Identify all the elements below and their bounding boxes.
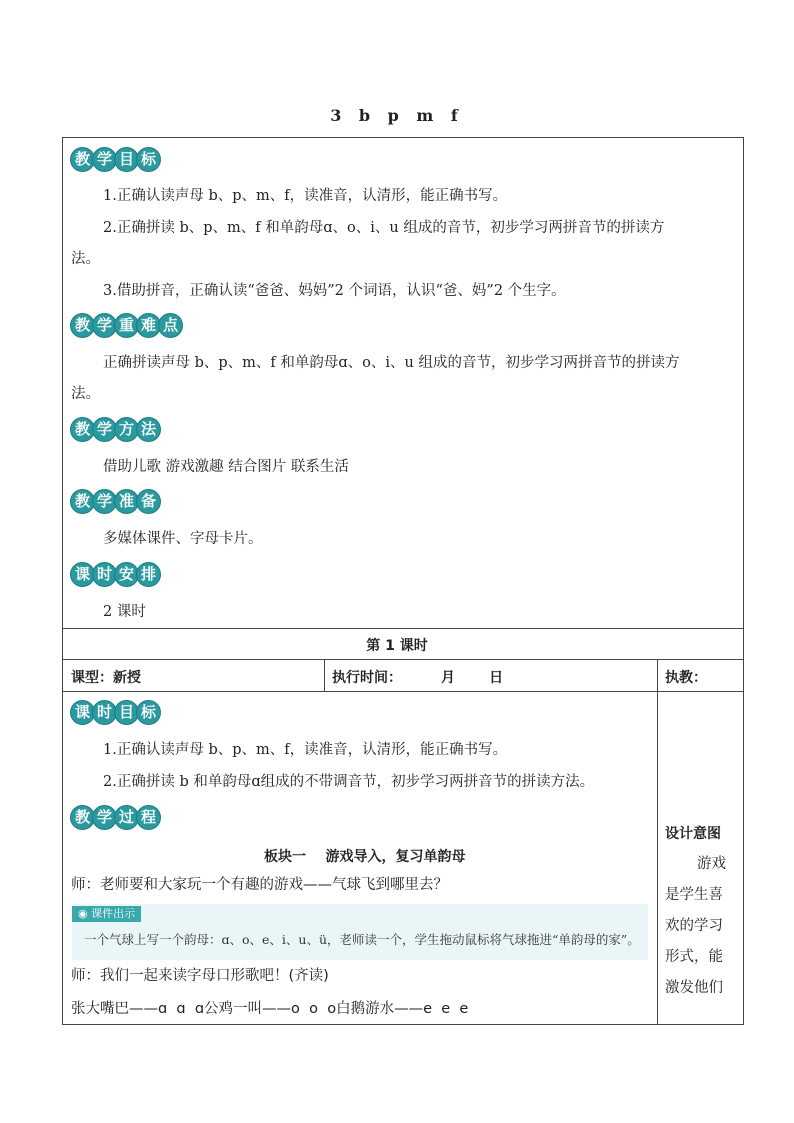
teacher-line: 师：我们一起来读字母口形歌吧！(齐读): [71, 968, 329, 984]
mouth-shape-rhyme: 张大嘴巴——ɑ ɑ ɑ公鸡一叫——o o o白鹅游水——e e e: [71, 1001, 469, 1017]
display-icon: ◉: [78, 907, 92, 920]
goals-heading: 教 学 目 标: [70, 147, 158, 177]
teacher-line: 师：老师要和大家玩一个有趣的游戏——气球飞到哪里去？: [71, 877, 448, 893]
lesson-type: 课型：新授: [71, 670, 141, 686]
courseware-badge: ◉ 课件出示: [72, 906, 141, 922]
document-title: 3 b p m f: [330, 106, 464, 125]
design-intent-line: 形式，能: [665, 949, 723, 965]
schedule-heading: 课 时 安 排: [70, 562, 158, 592]
lesson-objectives-heading: 课 时 目 标: [70, 700, 158, 730]
key-points-heading: 教 学 重 难 点: [70, 313, 180, 343]
goal-item: 1.正确认读声母 b、p、m、f，读准音，认清形，能正确书写。: [103, 188, 508, 204]
methods-heading: 教 学 方 法: [70, 417, 158, 447]
objective-item: 1.正确认读声母 b、p、m、f，读准音，认清形，能正确书写。: [103, 742, 508, 758]
schedule-text: 2 课时: [103, 604, 146, 620]
goal-item: 3.借助拼音，正确认读“爸爸、妈妈”2 个词语，认识“爸、妈”2 个生字。: [103, 283, 566, 299]
row-divider: [62, 659, 744, 660]
goal-item: 法。: [71, 251, 100, 267]
row-divider: [62, 691, 744, 692]
process-heading: 教 学 过 程: [70, 805, 158, 835]
key-point-text: 正确拼读声母 b、p、m、f 和单韵母ɑ、o、i、u 组成的音节，初步学习两拼音节的拼读方: [103, 355, 680, 371]
lesson-title: 第 1 课时: [366, 638, 428, 654]
key-point-text: 法。: [71, 386, 100, 402]
teacher-label: 执教：: [665, 670, 707, 686]
design-intent-line: 游戏: [697, 856, 726, 872]
design-intent-line: 欢的学习: [665, 918, 723, 934]
row-divider: [62, 628, 744, 629]
col-divider: [324, 659, 325, 691]
block-title: 板块一 游戏导入，复习单韵母: [264, 849, 466, 865]
courseware-text: 一个气球上写一个韵母：ɑ、o、e、i、u、ü，老师读一个，学生拖动鼠标将气球拖进“单韵母的家”。: [84, 932, 640, 947]
col-divider: [657, 659, 658, 1025]
goal-item: 2.正确拼读 b、p、m、f 和单韵母ɑ、o、i、u 组成的音节，初步学习两拼音节的拼读方: [103, 220, 665, 236]
objective-item: 2.正确拼读 b 和单韵母ɑ组成的不带调音节，初步学习两拼音节的拼读方法。: [103, 774, 595, 790]
design-intent-line: 是学生喜: [665, 887, 723, 903]
preparation-heading: 教 学 准 备: [70, 489, 158, 519]
design-intent-heading: 设计意图: [665, 826, 721, 842]
preparation-text: 多媒体课件、字母卡片。: [103, 531, 263, 547]
design-intent-line: 激发他们: [665, 980, 723, 996]
methods-text: 借助儿歌 游戏激趣 结合图片 联系生活: [103, 459, 349, 475]
execution-time: 执行时间： 月 日: [332, 670, 504, 686]
